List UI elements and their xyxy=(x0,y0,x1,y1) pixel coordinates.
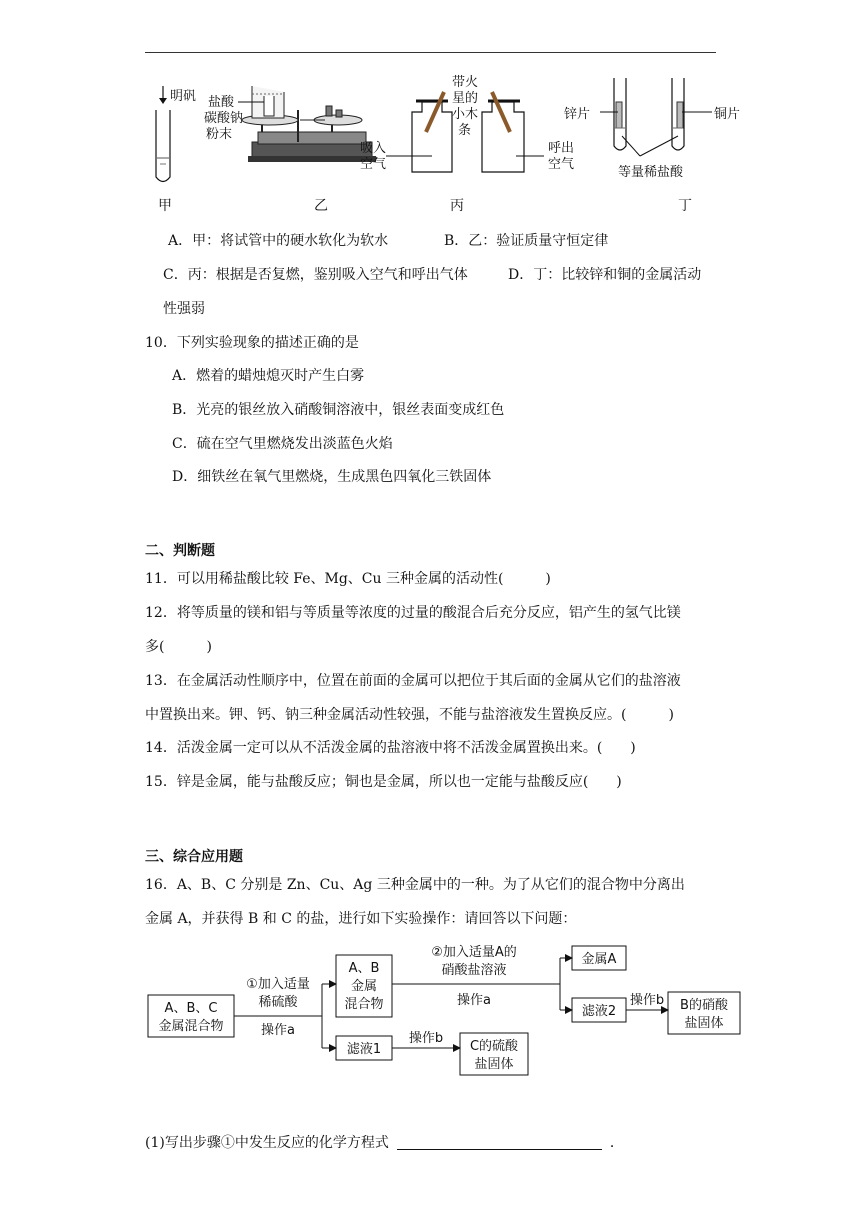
answer-blank[interactable] xyxy=(397,1135,602,1150)
step2-text-2: 硝酸盐溶液 xyxy=(441,963,507,978)
section-3-heading: 三、综合应用题 xyxy=(145,849,243,865)
balance-yi xyxy=(242,86,376,162)
ding-zinc: 锌片 xyxy=(564,107,591,122)
b-salt-text-1: B的硝酸 xyxy=(680,998,728,1013)
bing-inhale-b: 空气 xyxy=(360,157,387,172)
test-tube-jia xyxy=(156,86,170,182)
bing-exhale-a: 呼出 xyxy=(548,141,575,156)
bing-stick-d: 条 xyxy=(458,123,472,138)
q9-option-d-line1: D．丁：比较锌和铜的金属活动 xyxy=(508,267,702,283)
metal-a-text: 金属A xyxy=(581,952,617,967)
bing-stick-c: 小木 xyxy=(452,107,479,122)
q11: 11．可以用稀盐酸比较 Fe、Mg、Cu 三种金属的活动性( ) xyxy=(145,571,551,587)
q9-option-a: A．甲：将试管中的硬水软化为软水 xyxy=(168,233,389,249)
op-b-2: 操作b xyxy=(408,1031,444,1046)
c-salt-text-2: 盐固体 xyxy=(474,1057,514,1072)
q9-option-d-line2: 性强弱 xyxy=(163,301,205,317)
filtrate1-text: 滤液1 xyxy=(346,1042,382,1057)
ab-text-1: A、B xyxy=(348,961,380,976)
yi-reagent-2a: 碳酸钠 xyxy=(204,111,244,126)
ding-acid: 等量稀盐酸 xyxy=(618,165,684,180)
bing-stick-b: 星的 xyxy=(452,91,479,106)
q12-line1: 12．将等质量的镁和铝与等质量等浓度的过量的酸混合后充分反应，铝产生的氢气比镁 xyxy=(145,605,681,621)
q10-stem: 10．下列实验现象的描述正确的是 xyxy=(145,335,359,351)
q14: 14．活泼金属一定可以从不活泼金属的盐溶液中将不活泼金属置换出来。( ) xyxy=(145,740,636,756)
step1-text-1: ①加入适量 xyxy=(246,977,310,992)
q16-line1: 16．A、B、C 分别是 Zn、Cu、Ag 三种金属中的一种。为了从它们的混合物中分离出 xyxy=(145,877,685,893)
q16-part1-prefix: (1)写出步骤①中发生反应的化学方程式 xyxy=(145,1135,389,1151)
bing-stick-a: 带火 xyxy=(452,75,479,90)
q9-option-c: C．丙：根据是否复燃，鉴别吸入空气和呼出气体 xyxy=(163,267,468,283)
ab-text-3: 混合物 xyxy=(344,997,384,1012)
op-a-2: 操作a xyxy=(457,993,491,1008)
yi-label: 乙 xyxy=(314,198,328,214)
jia-reagent: 明矾 xyxy=(170,89,197,104)
step1-text-2: 稀硫酸 xyxy=(258,995,298,1010)
q16-line2: 金属 A，并获得 B 和 C 的盐，进行如下实验操作：请回答以下问题： xyxy=(145,911,577,927)
op-a-1: 操作a xyxy=(261,1023,295,1038)
step2-text-1: ②加入适量A的 xyxy=(431,945,517,960)
bing-label: 丙 xyxy=(450,198,464,214)
ab-text-2: 金属 xyxy=(350,979,378,994)
filtrate2-text: 滤液2 xyxy=(581,1004,617,1019)
bing-inhale-a: 吸入 xyxy=(360,141,387,156)
q10-option-d: D．细铁丝在氧气里燃烧，生成黑色四氧化三铁固体 xyxy=(172,469,492,485)
q13-line2: 中置换出来。钾、钙、钠三种金属活动性较强，不能与盐溶液发生置换反应。( ) xyxy=(145,707,674,723)
op-b-1: 操作b xyxy=(629,993,665,1008)
section-2-heading: 二、判断题 xyxy=(145,543,215,559)
apparatus-figure xyxy=(140,72,760,217)
bing-exhale-b: 空气 xyxy=(548,157,575,172)
q10-option-a: A．燃着的蜡烛熄灭时产生白雾 xyxy=(172,368,365,384)
q12-line2: 多( ) xyxy=(145,639,212,655)
test-tubes-ding xyxy=(600,78,712,156)
q13-line1: 13．在金属活动性顺序中，位置在前面的金属可以把位于其后面的金属从它们的盐溶液 xyxy=(145,673,681,689)
c-salt-text-1: C的硫酸 xyxy=(469,1039,519,1054)
yi-reagent-2b: 粉末 xyxy=(206,127,233,142)
ding-copper: 铜片 xyxy=(714,107,741,122)
separation-flowchart xyxy=(140,938,760,1088)
b-salt-text-2: 盐固体 xyxy=(684,1016,724,1031)
start-text-1: A、B、C xyxy=(164,1001,218,1016)
start-text-2: 金属混合物 xyxy=(158,1019,224,1034)
yi-reagent-1: 盐酸 xyxy=(208,95,235,110)
header-rule xyxy=(145,52,716,53)
q16-part1 xyxy=(145,1134,624,1152)
q10-option-b: B．光亮的银丝放入硝酸铜溶液中，银丝表面变成红色 xyxy=(172,402,505,418)
q15: 15．锌是金属，能与盐酸反应；铜也是金属，所以也一定能与盐酸反应( ) xyxy=(145,774,622,790)
ding-label: 丁 xyxy=(678,198,692,214)
q16-part1-suffix: ． xyxy=(609,1135,624,1151)
q9-option-b: B．乙：验证质量守恒定律 xyxy=(444,233,609,249)
jia-label: 甲 xyxy=(158,198,172,214)
q10-option-c: C．硫在空气里燃烧发出淡蓝色火焰 xyxy=(172,436,393,452)
